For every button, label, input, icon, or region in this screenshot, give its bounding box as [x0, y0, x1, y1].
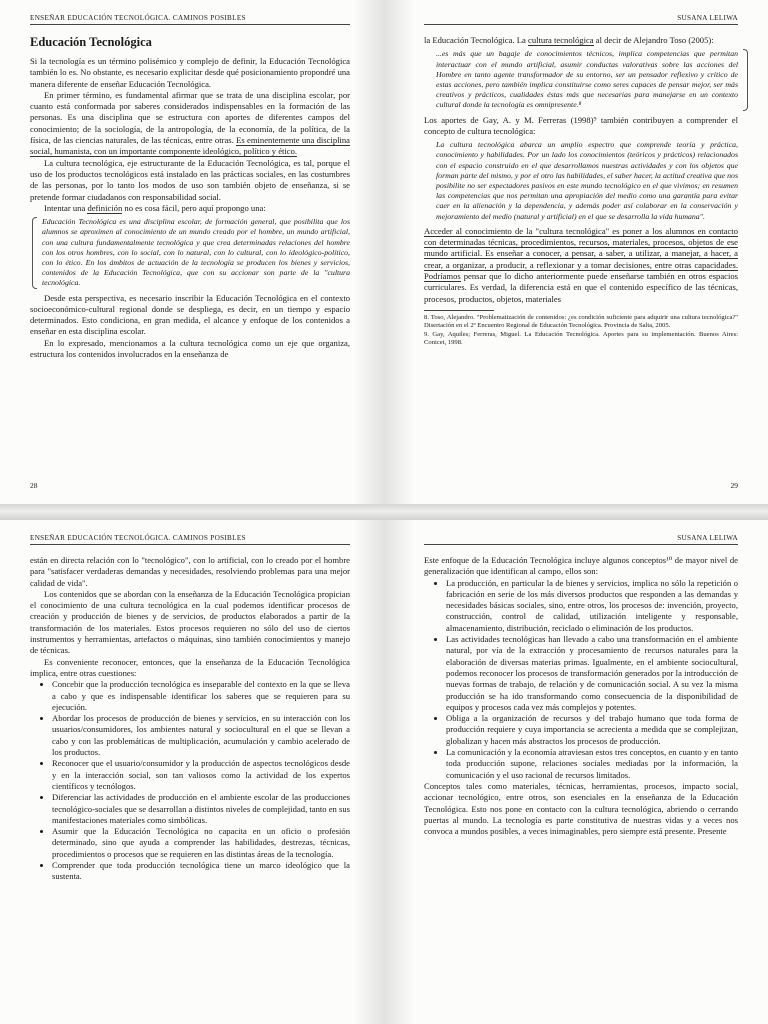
underlined-text: Es eminentemente una disciplina social, humanista, con un importante componente ideológico, político y ético. [30, 135, 351, 157]
running-head: SUSANA LELIWA [424, 14, 738, 25]
gutter-shadow [384, 0, 414, 504]
page-29 [384, 0, 768, 504]
page-28 [0, 0, 384, 504]
list-item: • La producción, en particular la de bienes y servicios, implica no sólo la repetición o fabricación en serie de los más diversos productos que responden a las demandas y necesidades básicas sociales, sino, entre otros, los procesos de: invención, proyecto, construcción, control de calidad, utilización inteligente y responsable, almacenamiento, distribución, reciclado o eliminación de los productos. [446, 578, 738, 634]
text-run: pensar que lo dicho anteriormente puede enseñarse también en otros espacios curriculares. Es verdad, la diferencia está en que el contenido específico de las técnicas, procesos, productos, objetos, materiales [424, 270, 738, 304]
paragraph: Los contenidos que se abordan con la enseñanza de la Educación Tecnológica propician el conocimiento de una cultura tecnológica en la cual podemos identificar procesos de creación y producción de bienes y de servicios, de productos elaborados a partir de la transformación de los materiales. Estos procesos requieren no sólo del uso de ciertos instrumentos y herramientas, artefactos o máquinas, sino también conocimientos y manejo de técnicas. [30, 588, 350, 656]
paragraph [30, 203, 350, 214]
text-run: al decir de Alejandro Toso (2005): [593, 35, 714, 45]
footnote: 8. Toso, Alejandro. "Problematización de contenidos: ¿es condición suficiente para adquirir una cultura tecnológica?" Disertación en el 2º Encuentro Regional de Educación Tecnológica. Provincia de Salta, 2005. [424, 313, 738, 330]
toso-quote: ...es más que un bagaje de conocimientos técnicos, implica competencias que permitan interactuar con el mundo artificial, asumir conductas valorativas sobre las acciones del Hombre en tanto agente transformador de su entorno, ser un pensador reflexivo y crítico de estas acciones, pero también implica constituirse como seres capaces de pensar mejor, ser más creativos y prácticos, cualidades éstas más que necesarias para manejarse en un contexto cultural donde la tecnología es omnipresente.⁸ [436, 49, 738, 110]
underlined-text: Acceder al conocimiento de la "cultura tecnológica" es poner a los alumnos en contacto con determinadas técnicas, procedimientos, recursos, materiales, procesos, objetos de ese mundo artificial. Es enseñar a conocer, a pensar, a saber, a utilizar, a manejar, a hacer, a crear, a organizar, a producir, a reflexionar y a tomar decisiones, entre otras capacidades. Podríamos [424, 225, 738, 281]
list-item: • Reconocer que el usuario/consumidor y la producción de aspectos tecnológicos desde y en la interacción social, son tan valiosos como la actividad de los expertos científicos y tecnólogos. [52, 758, 350, 792]
gutter-shadow [354, 520, 384, 1024]
paragraph: Es conveniente reconocer, entonces, que la enseñanza de la Educación Tecnológica implica, entre otras cuestiones: [30, 656, 350, 678]
list-item: • Abordar los procesos de producción de bienes y servicios, en su interacción con los usuarios/consumidores, los ambientes natural y sociocultural en el que se llevan a cabo y con las problemáticas de multiplicación, acumulación y cambio acelerado de los productos. [52, 713, 350, 758]
list-item: • Diferenciar las actividades de producción en el ambiente escolar de las producciones tecnológico-sociales que se desarrollan a distintos niveles de complejidad, tanto en sus manifestaciones materiales como simbólicas. [52, 792, 350, 826]
paragraph [424, 226, 738, 305]
gay-ferreras-quote: La cultura tecnológica abarca un amplio espectro que comprende teoría y práctica, conocimiento y habilidades. Por un lado los conocimientos (teóricos y prácticos) relacionados con el espacio construido en el que desarrollamos nuestras actividades y con los objetos que forman parte del mismo, y por el otro las habilidades, el saber hacer, la actitud creativa que nos posibilite no ser espectadores pasivos en este mundo tecnológico en el que vivimos; en resumen las competencias que nos permitan una apropiación del medio como una garantía para evitar caer en la alienación y la dependencia, y además poder así colaborar en la conservación y mejoramiento del medio (natural y artificial) en el que se desarrolla la vida humana". [436, 140, 738, 221]
paragraph: En lo expresado, mencionamos a la cultura tecnológica como un eje que organiza, estructura los contenidos involucrados en la enseñanza de [30, 337, 350, 360]
footnote-rule [424, 310, 494, 311]
paragraph: Conceptos tales como materiales, técnicas, herramientas, procesos, impacto social, accionar tecnológico, entre otros, son esenciales en la enseñanza de la Educación Tecnológica. Esto nos pone en contacto con la cultura tecnológica, abriendo o cerrando puertas al mundo. La tecnología es parte constitutiva de nuestras vidas y a veces nos convoca a mundos posibles, a veces inimaginables, pero siempre está presente. Presente [424, 780, 738, 837]
list-item: • Obliga a la organización de recursos y del trabajo humano que toda forma de producción requiere y cuya importancia se acrecienta a medida que se complejizan, globalizan y hacen más abstractos los procesos de producción. [446, 713, 738, 747]
section-title: Educación Tecnológica [30, 35, 152, 49]
gutter-shadow [384, 520, 414, 1024]
running-head: ENSEÑAR EDUCACIÓN TECNOLÓGICA. CAMINOS POSIBLES [30, 534, 350, 545]
paragraph: La cultura tecnológica, eje estructurante de la Educación Tecnológica, es tal, porque el uso de los productos tecnológicos está instalado en las prácticas sociales, en las costumbres de las personas, por lo tanto los modos de uso son también objeto de enseñanza, si se pretende formar ciudadanos con responsabilidad social. [30, 157, 350, 202]
underlined-text: cultura tecnológica [528, 35, 594, 45]
text-run: no es cosa fácil, pero aquí propongo una: [122, 202, 266, 213]
text-run: En primer término, es fundamental afirmar que se trata de una disciplina escolar, por cuanto está conformada por saberes considerados indispensables en la formación de las personas. Es una disciplina que se estructura con aportes de diferentes campos del conocimiento; de la sociología, de la antropología, de la economía, de la política, de la física, de las ciencias naturales, de las técnicas, entre otras. [30, 89, 350, 146]
bullet-list [30, 679, 350, 882]
top-spread [0, 0, 768, 504]
paragraph [424, 35, 738, 46]
list-item: • Concebir que la producción tecnológica es inseparable del contexto en la que se lleva a cabo y que es indispensable identificar los saberes que se requieren para su ejecución. [52, 679, 350, 713]
list-item: • Comprender que toda producción tecnológica tiene un marco ideológico que la sustenta. [52, 860, 350, 883]
footnote: 9. Gay, Aquiles; Ferreras, Miguel. La Educación Tecnológica. Aportes para su implementación. Buenos Aires: Conicet, 1998. [424, 331, 738, 347]
list-item: • Las actividades tecnológicas han llevado a cabo una transformación en el ambiente natural, por vía de la extracción y procesamiento de recursos naturales para la elaboración de diversas materias primas. Igualmente, en el ambiente sociocultural, podemos reconocer los procesos de transformación generados por la introducción de nuevas formas de trabajo, de relación y de comunicación social. A su vez la misma producción se ha ido transformando como consecuencia de la disponibilidad de equipos y procesos cada vez más complejos y potentes. [446, 634, 738, 713]
text-run: Intentar una [44, 202, 88, 213]
paragraph [30, 90, 350, 158]
paragraph: Desde esta perspectiva, es necesario inscribir la Educación Tecnológica en el contexto socioeconómico-cultural regional donde se despliega, es decir, en un tiempo y espacio determinados. Esto condiciona, en gran medida, el alcance y enfoque de los contenidos a enseñar en esta disciplina escolar. [30, 292, 350, 337]
page-number: 28 [30, 481, 38, 490]
bottom-spread [0, 520, 768, 1024]
bullet-list [424, 578, 738, 781]
running-head: ENSEÑAR EDUCACIÓN TECNOLÓGICA. CAMINOS POSIBLES [30, 14, 350, 25]
list-item: • La comunicación y la economía atraviesan estos tres conceptos, en cuanto y en tanto toda producción supone, relaciones sociales mediadas por la información, la comunicación y el uso racional de recursos limitados. [446, 747, 738, 781]
page-number: 29 [730, 481, 738, 490]
page-31 [384, 520, 768, 1024]
paragraph: están en directa relación con lo "tecnológico", con lo artificial, con lo creado por el hombre para "satisfacer verdaderas demandas y necesidades, resolviendo problemas para una mejor calidad de vida". [30, 555, 350, 588]
paragraph: Los aportes de Gay, A. y M. Ferreras (1998)⁹ también contribuyen a comprender el concepto de cultura tecnológica: [424, 114, 738, 136]
spread-divider [0, 504, 768, 520]
text-run: la Educación Tecnológica. La [424, 35, 528, 45]
gutter-shadow [354, 0, 384, 504]
list-item: • Asumir que la Educación Tecnológica no capacita en un oficio o profesión determinado, sino que ayuda a comprender las habilidades, destrezas, técnicas, procedimientos o procesos que se requieren en las distintas áreas de la tecnología. [52, 826, 350, 860]
page-30 [0, 520, 384, 1024]
definition-quote: Educación Tecnológica es una disciplina escolar, de formación general, que posibilita que los alumnos se aproximen al conocimiento de un mundo creado por el hombre, un mundo artificial, con una cultura fundamentalmente tecnológica y que crea determinadas relaciones del hombre con los otros hombres, con lo social, con lo natural, con lo cultural, con lo ideológico-político, con lo ético. En los ámbitos de actuación de la tecnología se producen los bienes y servicios, contenidos de la Educación Tecnológica, que con su accionar son parte de la "cultura tecnológica. [42, 217, 350, 288]
underlined-text: definición [87, 202, 123, 213]
running-head: SUSANA LELIWA [424, 534, 738, 545]
paragraph: Si la tecnología es un término polisémico y complejo de definir, la Educación Tecnológica también lo es. No obstante, es necesario explicitar desde qué posicionamiento propondré una manera diferente de enseñar Educación Tecnológica. [30, 56, 350, 89]
paragraph: Este enfoque de la Educación Tecnológica incluye algunos conceptos¹⁰ de mayor nivel de generalización que identifican al campo, ellos son: [424, 555, 738, 577]
